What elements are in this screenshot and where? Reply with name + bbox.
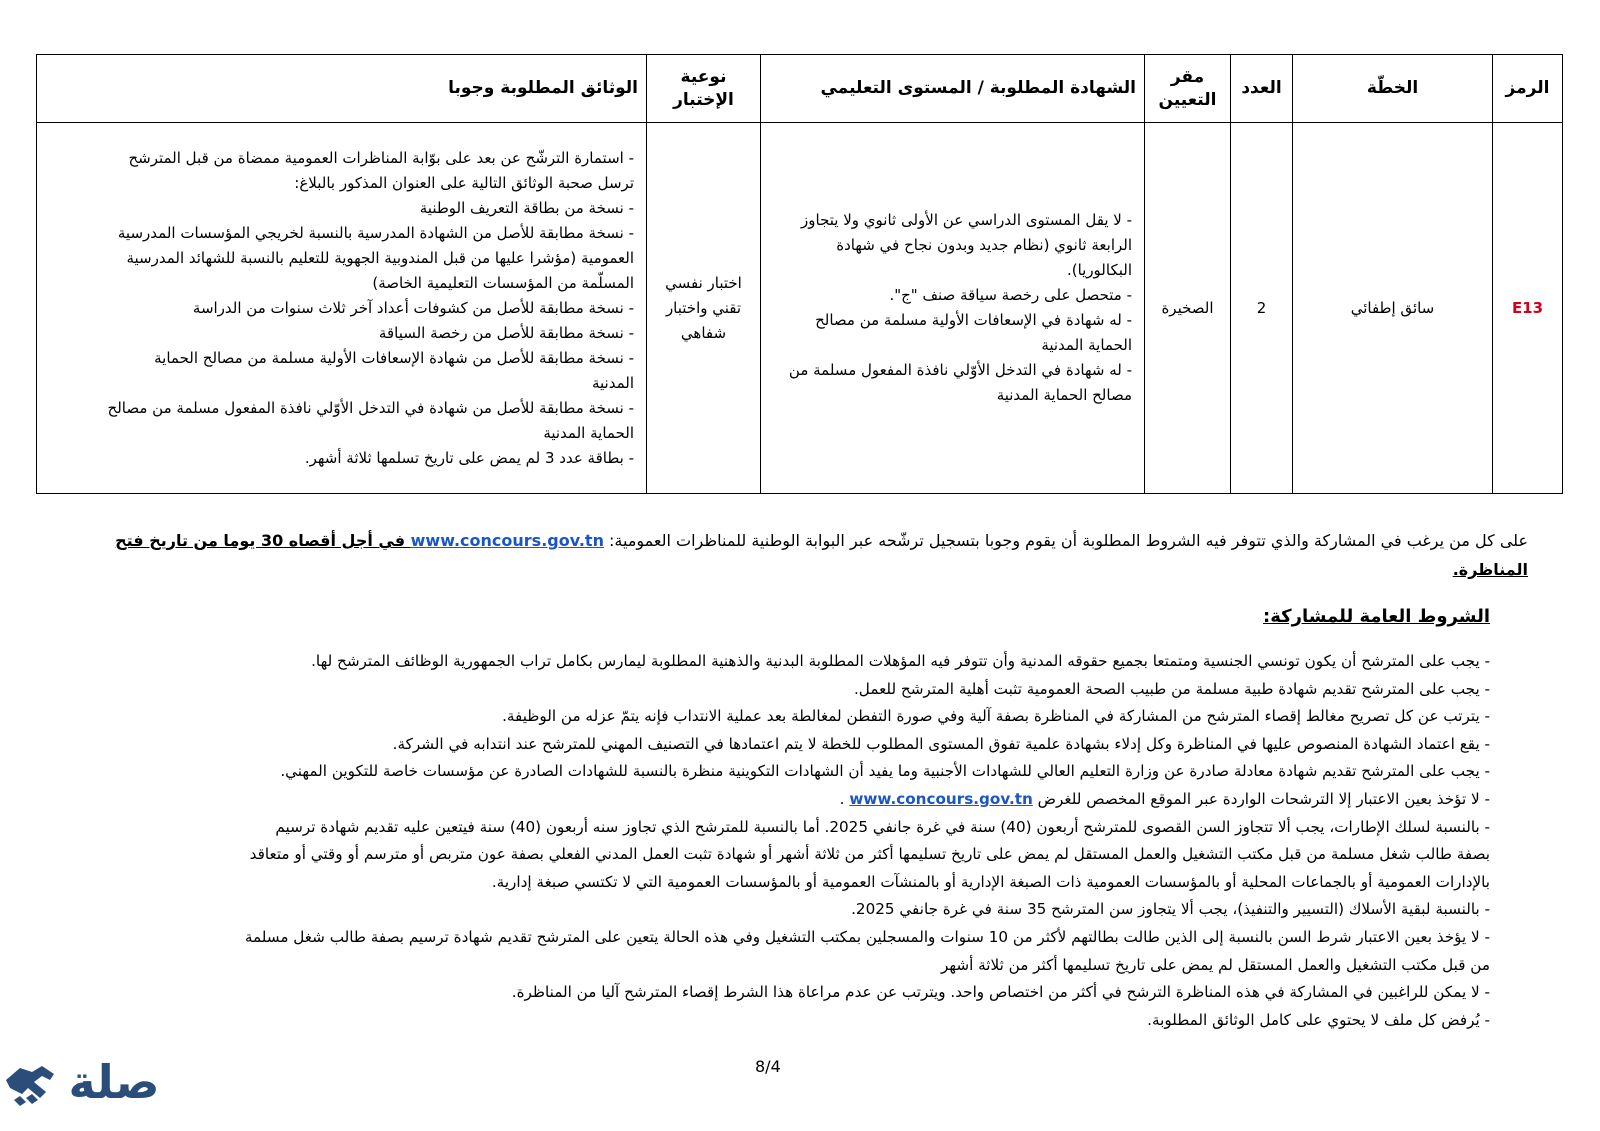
header-count: العدد: [1231, 55, 1293, 123]
concours-link-2[interactable]: www.concours.gov.tn: [849, 789, 1033, 808]
header-degree: الشهادة المطلوبة / المستوى التعليمي: [761, 55, 1145, 123]
document-line: - نسخة مطابقة للأصل من شهادة في التدخل الأوّلي نافذة المفعول مسلمة من مصالح: [107, 398, 634, 417]
condition-line: بصفة طالب شغل مسلمة من قبل مكتب التشغيل والعمل المستقل لم يمض على تاريخ تسليمها أكثر من ثلاثة أشهر أو شهادة تثبت العمل المدني الفعلي بصفة عون متربص أو مترسم أو وقتي أو متعاقد: [249, 845, 1490, 864]
degree-line: - متحصل على رخصة سياقة صنف "ج".: [889, 286, 1132, 304]
table-header-row: [37, 55, 1563, 123]
test-line: تقني واختبار: [665, 298, 742, 317]
site-condition-text: - لا تؤخذ بعين الاعتبار إلا الترشحات الواردة عبر الموقع المخصص للغرض: [1032, 789, 1490, 808]
concours-link[interactable]: www.concours.gov.tn: [410, 531, 604, 550]
cell-test: [647, 123, 761, 494]
header-code: الرمز: [1493, 55, 1563, 123]
condition-line: - بالنسبة لبقية الأسلاك (التسيير والتنفيذ)، يجب ألا يتجاوز سن المترشح 35 سنة في غرة جانفي 2025.: [851, 900, 1490, 919]
degree-line: الحماية المدنية: [1041, 336, 1132, 354]
document-line: المسلّمة من المؤسسات التعليمية الخاصة): [372, 273, 634, 292]
condition-line: - لا يمكن للراغبين في المشاركة في هذه المناظرة الترشح في أكثر من اختصاص واحد. ويترتب عن عدم مراعاة هذا الشرط إقصاء المترشح آليا من المناظرة.: [511, 983, 1490, 1002]
header-location: مقر التعيين: [1145, 55, 1231, 123]
registration-text: على كل من يرغب في المشاركة والذي تتوفر فيه الشروط المطلوبة أن يقوم وجوبا بتسجيل ترشّحه عبر البوابة الوطنية للمناظرات العمومية:: [603, 531, 1528, 550]
degree-line: الرابعة ثانوي (نظام جديد وبدون نجاح في شهادة: [836, 236, 1132, 254]
document-line: - نسخة مطابقة للأصل من الشهادة المدرسية بالنسبة لخريجي المؤسسات المدرسية: [117, 223, 634, 242]
document-line: العمومية (مؤشرا عليها من قبل المندوبية الجهوية للتعليم بالنسبة للشهائد المدرسية: [126, 248, 634, 267]
positions-table: [36, 54, 1563, 494]
page-number: 8/4: [755, 1057, 781, 1076]
document-line: - نسخة مطابقة للأصل من شهادة الإسعافات الأولية مسلمة من مصالح الحماية: [154, 348, 634, 367]
cell-count: 2: [1231, 123, 1293, 494]
condition-line: بالإدارات العمومية أو بالجماعات المحلية أو بالمؤسسات العمومية ذات الصبغة الإدارية أو بالمنشآت العمومية أو بالمؤسسات العمومية التي لا تكتسي صبغة إدارية.: [491, 872, 1490, 891]
site-logo: [2, 1050, 170, 1112]
condition-line: - لا يؤخذ بعين الاعتبار شرط السن بالنسبة إلى الذين طالت بطالتهم لأكثر من 10 سنوات والمسجلين بمكتب التشغيل وفي هذه الحالة يتعين على المترشح تقديم شهادة ترسيم بصفة طالب شغل مسلمة: [244, 927, 1490, 946]
test-line: اختبار نفسي: [665, 273, 742, 292]
condition-line: - يترتب عن كل تصريح مغالط إقصاء المترشح من المشاركة في المناظرة بصفة آلية وفي صورة التفطن لمغالطة بعد عملية الانتداب فإنه يتمّ عزله من الوظيفة.: [502, 707, 1490, 726]
logo-text: صلة: [68, 1055, 160, 1109]
degree-line: مصالح الحماية المدنية: [996, 386, 1132, 404]
general-conditions-list: [45, 648, 1490, 1034]
degree-line: - له شهادة في الإسعافات الأولية مسلمة من مصالح: [815, 311, 1132, 329]
document-line: الحماية المدنية: [543, 423, 634, 442]
document-line: المدنية: [591, 373, 634, 392]
test-line: شفاهي: [680, 323, 727, 342]
general-conditions-heading: الشروط العامة للمشاركة:: [1263, 606, 1490, 627]
header-test: نوعية الإختبار: [647, 55, 761, 123]
degree-line: - لا يقل المستوى الدراسي عن الأولى ثانوي ولا يتجاوز: [801, 211, 1132, 229]
site-condition-end: .: [839, 789, 850, 808]
condition-line: من قبل مكتب التشغيل والعمل المستقل لم يمض على تاريخ تسليمها أكثر من ثلاثة أشهر: [941, 955, 1490, 974]
condition-line: - يجب على المترشح تقديم شهادة معادلة صادرة عن وزارة التعليم العالي للشهادات الأجنبية وما يفيد أن الشهادات التكوينية منظرة بالنسبة للشهادات الصادرة عن مؤسسات خاصة للتكوين المهني.: [280, 762, 1490, 781]
cell-code: E13: [1493, 123, 1563, 494]
table-row: [37, 123, 1563, 494]
document-line: - بطاقة عدد 3 لم يمض على تاريخ تسلمها ثلاثة أشهر.: [304, 448, 634, 467]
cell-degree: [761, 123, 1145, 494]
registration-paragraph: [58, 526, 1528, 584]
cell-plan: سائق إطفائي: [1293, 123, 1493, 494]
cell-documents: [37, 123, 647, 494]
document-line: - نسخة من بطاقة التعريف الوطنية: [419, 198, 634, 217]
condition-line: - يُرفض كل ملف لا يحتوي على كامل الوثائق المطلوبة.: [1147, 1010, 1490, 1029]
document-line: - نسخة مطابقة للأصل من كشوفات أعداد آخر ثلاث سنوات من الدراسة: [192, 298, 634, 317]
header-plan: الخطّة: [1293, 55, 1493, 123]
document-line: ترسل صحبة الوثائق التالية على العنوان المذكور بالبلاغ:: [294, 173, 634, 192]
condition-line: - يجب على المترشح تقديم شهادة طبية مسلمة من طبيب الصحة العمومية تثبت أهلية المترشح للعمل.: [853, 679, 1490, 698]
degree-line: البكالوريا).: [1066, 261, 1132, 279]
cell-location: الصخيرة: [1145, 123, 1231, 494]
condition-line: - يقع اعتماد الشهادة المنصوص عليها في المناظرة وكل إدلاء بشهادة علمية تفوق المستوى المطلوب للخطة لا يتم اعتمادها في التصنيف المهني للمترشح عند انتدابه في الشركة.: [392, 734, 1490, 753]
handshake-icon: [6, 1066, 54, 1106]
condition-line: - يجب على المترشح أن يكون تونسي الجنسية ومتمتعا بجميع حقوقه المدنية وأن تتوفر فيه المؤهلات المطلوبة البدنية والذهنية المطلوبة ليمارس بكامل تراب الجمهورية الوظائف المترشح لها.: [311, 652, 1490, 670]
condition-line: [45, 786, 1490, 814]
header-documents: الوثائق المطلوبة وجوبا: [37, 55, 647, 123]
document-line: - استمارة الترشّح عن بعد على بوّابة المناظرات العمومية ممضاة من قبل المترشح: [128, 148, 634, 167]
degree-line: - له شهادة في التدخل الأوّلي نافذة المفعول مسلمة من: [788, 361, 1132, 379]
document-line: - نسخة مطابقة للأصل من رخصة السياقة: [378, 323, 634, 342]
condition-line: - بالنسبة لسلك الإطارات، يجب ألا تتجاوز السن القصوى للمترشح أربعون (40) سنة في غرة جانفي 2025. أما بالنسبة للمترشح الذي تجاوز سنه أربعون (40) سنة فيتعين عليه تقديم شهادة ترسيم: [275, 817, 1490, 836]
deadline-text: في أجل أقصاه 30 يوما من تاريخ فتح المناظرة.: [115, 531, 1528, 579]
